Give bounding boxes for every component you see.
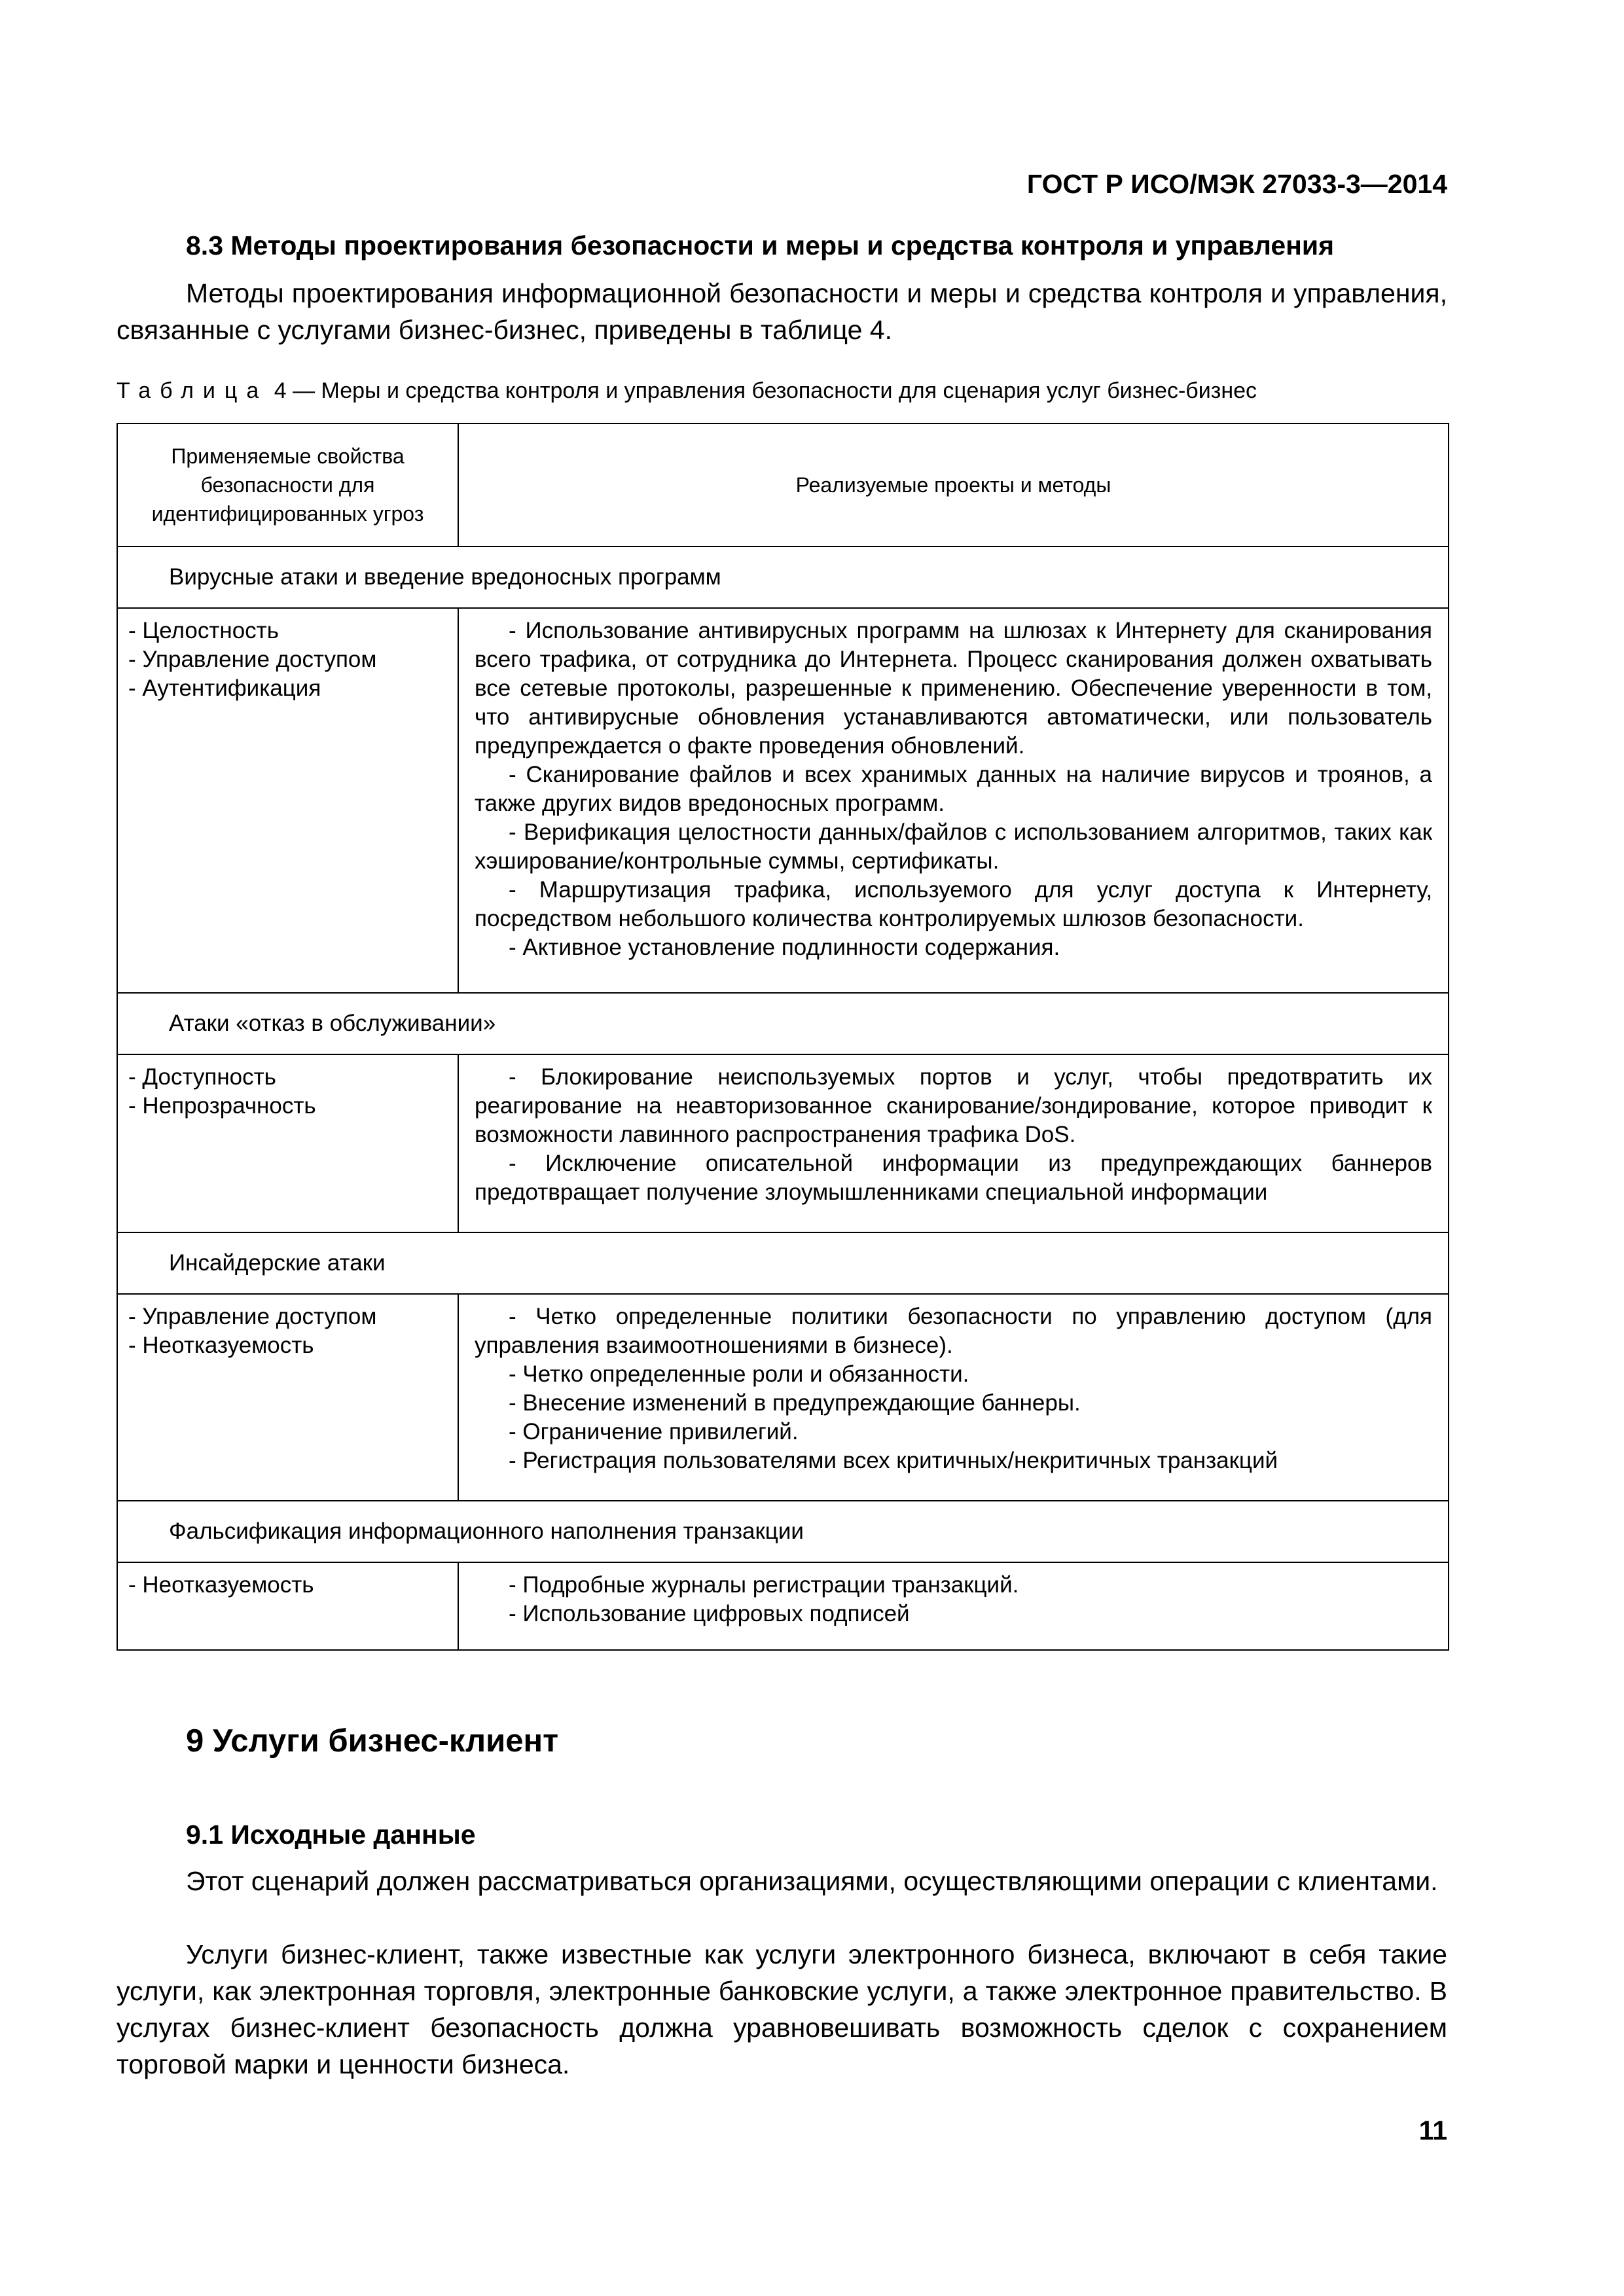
table-row [117,1294,1449,1501]
table-caption [117,378,1257,404]
property-item: - Доступность [128,1064,276,1090]
methods-cell [458,1054,1449,1232]
property-item: - Управление доступом [128,647,377,672]
group-title-falsification: Фальсификация информационного наполнения транзакции [117,1501,1449,1562]
properties-cell [117,1562,458,1650]
method-item: - Внесение изменений в предупреждающие баннеры. [509,1390,1081,1416]
group-title-viruses: Вирусные атаки и введение вредоносных программ [117,547,1449,608]
method-item: - Использование цифровых подписей [509,1601,910,1626]
property-item: - Управление доступом [128,1304,377,1329]
table-row [117,1562,1449,1650]
method-item: - Блокирование неиспользуемых портов и услуг, чтобы предотвратить их реагирование на неавторизованное сканирование/зондирование, которое приводит к возможности лавинного распространения трафика DoS. [475,1064,1432,1147]
group-title-row [117,1232,1449,1294]
method-item: - Регистрация пользователями всех критичных/некритичных транзакций [509,1448,1278,1473]
table-row [117,608,1449,993]
property-item: - Неотказуемость [128,1333,314,1358]
methods-cell [458,608,1449,993]
method-item: - Исключение описательной информации из предупреждающих баннеров предотвращает получение злоумышленниками специальной информации [475,1151,1432,1205]
section-9-title: 9 Услуги бизнес-клиент [186,1723,559,1759]
method-item: - Четко определенные политики безопасности по управлению доступом (для управления взаимоотношениями в бизнесе). [475,1304,1432,1358]
properties-cell [117,1294,458,1501]
method-item: - Маршрутизация трафика, используемого для услуг доступа к Интернету, посредством небольшого количества контролируемых шлюзов безопасности. [475,877,1432,931]
property-item: - Неотказуемость [128,1572,314,1598]
group-title-dos: Атаки «отказ в обслуживании» [117,993,1449,1054]
property-item: - Непрозрачность [128,1093,316,1119]
section-9-1-paragraph-2: Услуги бизнес-клиент, также известные как услуги электронного бизнеса, включают в себя такие услуги, как электронная торговля, электронные банковские услуги, а также электронное правительство. В услугах бизнес-клиент безопасность должна уравновешивать возможность сделок с сохранением торговой марки и ценности бизнеса. [117,1939,1447,2079]
section-9-1-title: 9.1 Исходные данные [186,1820,476,1850]
group-title-row [117,993,1449,1054]
method-item: - Верификация целостности данных/файлов с использованием алгоритмов, таких как хэширование/контрольные суммы, сертификаты. [475,819,1432,874]
table-header-row [117,423,1449,547]
method-item: - Четко определенные роли и обязанности. [509,1361,969,1387]
method-item: - Использование антивирусных программ на шлюзах к Интернету для сканирования всего трафика, от сотрудника до Интернета. Процесс сканирования должен охватывать все сетевые протоколы, разрешенные к применению. Обеспечение уверенности в том, что антивирусные обновления устанавливаются автоматически, или пользователь предупреждается о факте проведения обновлений. [475,618,1432,759]
method-item: - Активное установление подлинности содержания. [509,935,1060,960]
methods-cell [458,1562,1449,1650]
section-8-3-title: 8.3 Методы проектирования безопасности и меры и средства контроля и управления [186,230,1335,260]
table-row [117,1054,1449,1232]
method-item: - Сканирование файлов и всех хранимых данных на наличие вирусов и троянов, а также других видов вредоносных программ. [475,762,1432,816]
method-item: - Ограничение привилегий. [509,1419,799,1444]
section-8-3-intro: Методы проектирования информационной безопасности и меры и средства контроля и управления, связанные с услугами бизнес-бизнес, приведены в таблице 4. [117,278,1447,345]
property-item: - Целостность [128,618,279,643]
group-title-row [117,547,1449,608]
group-title-insider: Инсайдерские атаки [117,1232,1449,1294]
table-caption-text: 4 — Меры и средства контроля и управления безопасности для сценария услуг бизнес-бизнес [268,378,1257,403]
table-4 [117,423,1449,1651]
table-caption-label: Таблица [117,378,268,403]
properties-cell [117,608,458,993]
method-item: - Подробные журналы регистрации транзакций. [509,1572,1019,1598]
properties-cell [117,1054,458,1232]
page-number: 11 [1418,2115,1447,2145]
property-item: - Аутентификация [128,675,321,701]
section-9-1-paragraph-1: Этот сценарий должен рассматриваться организациями, осуществляющими операции с клиентами. [186,1866,1438,1896]
group-title-row [117,1501,1449,1562]
col2-header: Реализуемые проекты и методы [458,423,1449,547]
standard-designation: ГОСТ Р ИСО/МЭК 27033-3—2014 [1026,169,1447,199]
col1-header: Применяемые свойства безопасности для идентифицированных угроз [117,423,458,547]
methods-cell [458,1294,1449,1501]
